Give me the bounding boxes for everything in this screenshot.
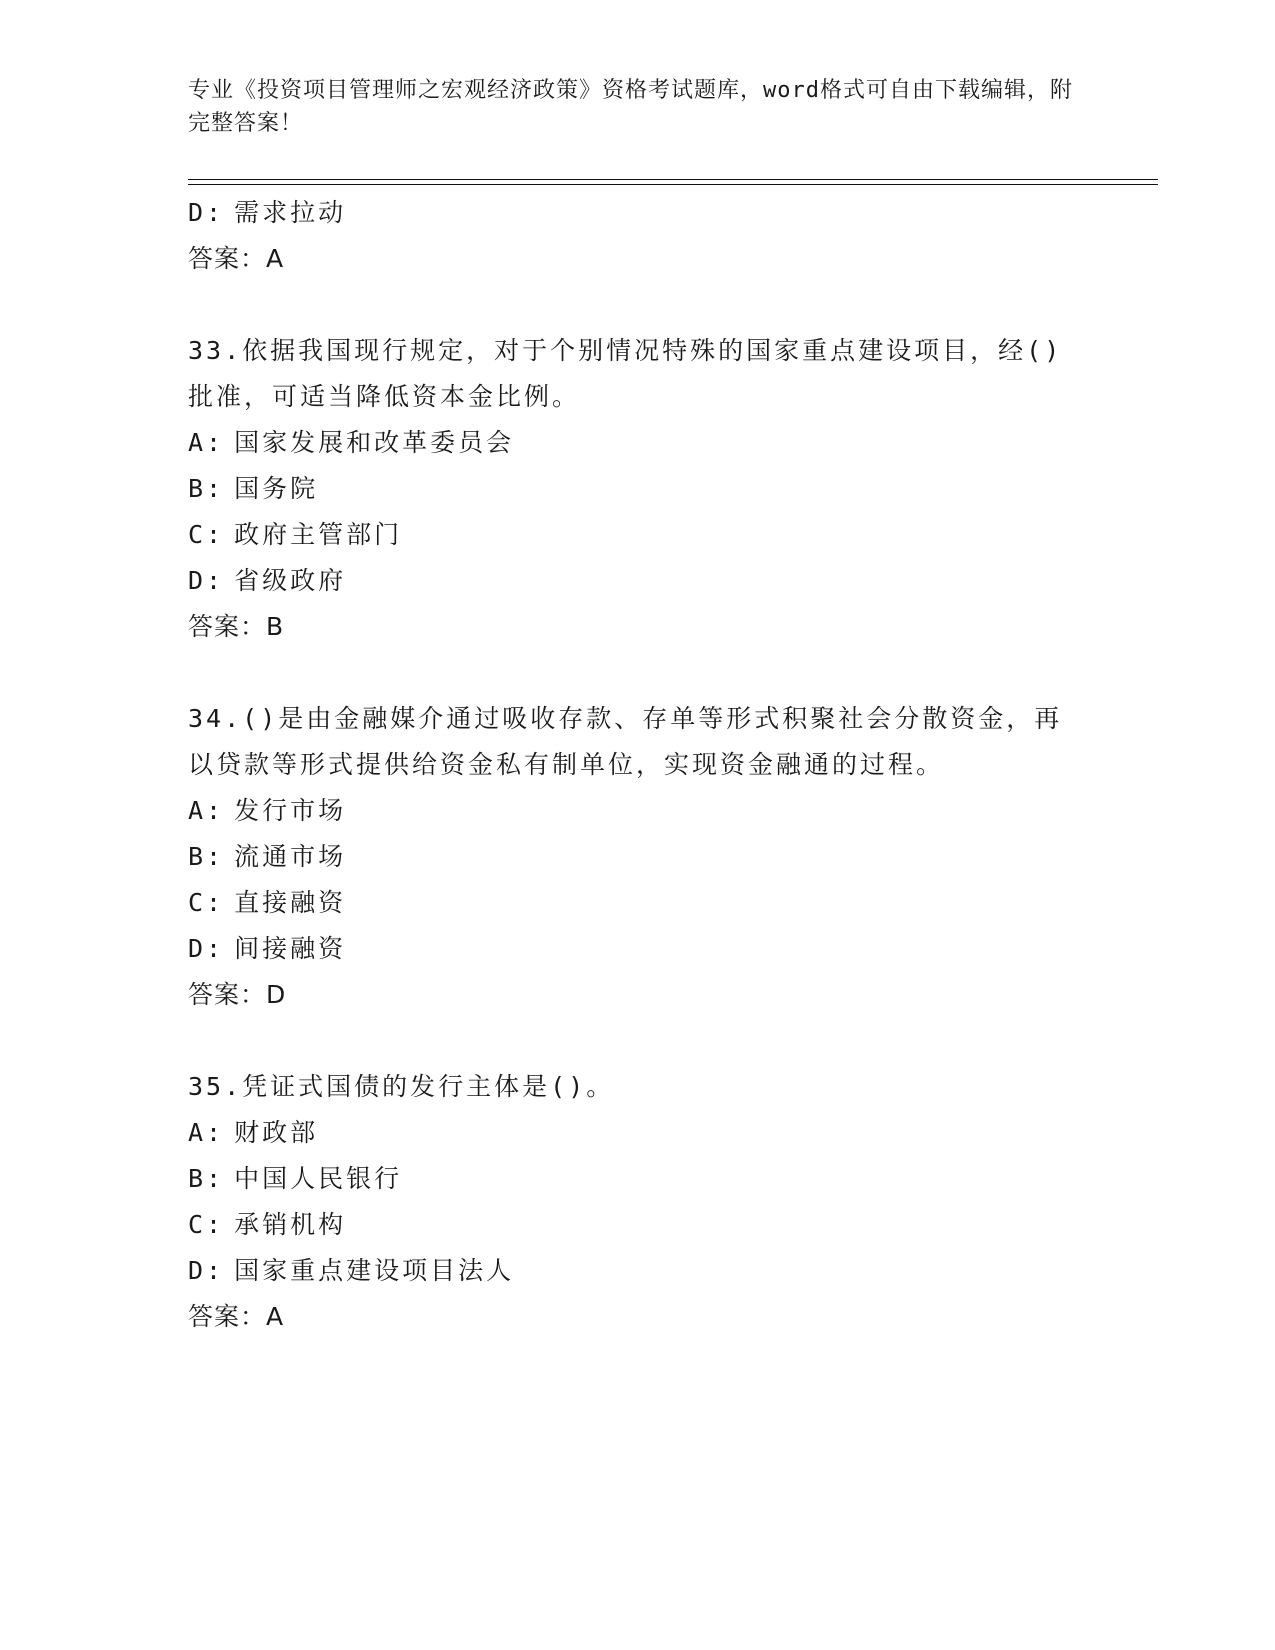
option-text: 财政部	[234, 1118, 319, 1147]
option-b	[188, 1156, 1088, 1202]
option-text: 间接融资	[234, 934, 347, 963]
option-b	[188, 834, 1088, 880]
option-d	[188, 558, 1088, 604]
answer-label: 答案：B	[188, 612, 285, 641]
option-text: 承销机构	[234, 1210, 347, 1239]
option-d	[188, 926, 1088, 972]
option-c	[188, 880, 1088, 926]
header-divider-bottom	[188, 184, 1158, 185]
option-letter: A:	[188, 428, 225, 457]
option-letter: D:	[188, 566, 225, 595]
question-list	[188, 190, 1088, 1340]
option-letter: C:	[188, 1210, 225, 1239]
question-stem: 35.凭证式国债的发行主体是()。	[188, 1072, 615, 1101]
option-letter: C:	[188, 888, 225, 917]
option-text: 国家发展和改革委员会	[234, 428, 515, 457]
question-35	[188, 1064, 1088, 1340]
option-c	[188, 1202, 1088, 1248]
header-divider-top	[188, 179, 1158, 180]
document-header: 专业《投资项目管理师之宏观经济政策》资格考试题库，word格式可自由下载编辑，附完整答案！	[188, 78, 1073, 136]
option-text: 中国人民银行	[234, 1164, 403, 1193]
answer-label: 答案：A	[188, 244, 285, 273]
answer-label: 答案：D	[188, 980, 287, 1009]
answer-label: 答案：A	[188, 1302, 285, 1331]
option-letter: A:	[188, 1118, 225, 1147]
option-text: 需求拉动	[234, 198, 347, 227]
option-letter: D:	[188, 934, 225, 963]
option-b	[188, 466, 1088, 512]
option-letter: D:	[188, 198, 225, 227]
option-letter: A:	[188, 796, 225, 825]
option-text: 国务院	[234, 474, 319, 503]
question-stem: 33.依据我国现行规定，对于个别情况特殊的国家重点建设项目，经()	[188, 336, 1063, 365]
option-letter: B:	[188, 1164, 225, 1193]
question-stem: 34.()是由金融媒介通过吸收存款、存单等形式积聚社会分散资金，再	[188, 704, 1063, 733]
option-letter: B:	[188, 842, 225, 871]
option-a	[188, 788, 1088, 834]
question-34	[188, 696, 1088, 1018]
option-text: 政府主管部门	[234, 520, 403, 549]
option-text: 省级政府	[234, 566, 347, 595]
question-33	[188, 328, 1088, 650]
option-d	[188, 1248, 1088, 1294]
option-a	[188, 420, 1088, 466]
option-text: 流通市场	[234, 842, 347, 871]
option-d	[188, 190, 1088, 236]
question-stem-continued: 批准，可适当降低资本金比例。	[188, 382, 581, 411]
option-c	[188, 512, 1088, 558]
option-a	[188, 1110, 1088, 1156]
option-text: 发行市场	[234, 796, 347, 825]
option-letter: B:	[188, 474, 225, 503]
option-letter: C:	[188, 520, 225, 549]
option-letter: D:	[188, 1256, 225, 1285]
option-text: 国家重点建设项目法人	[234, 1256, 515, 1285]
question-stem-continued: 以贷款等形式提供给资金私有制单位，实现资金融通的过程。	[188, 750, 945, 779]
option-text: 直接融资	[234, 888, 347, 917]
